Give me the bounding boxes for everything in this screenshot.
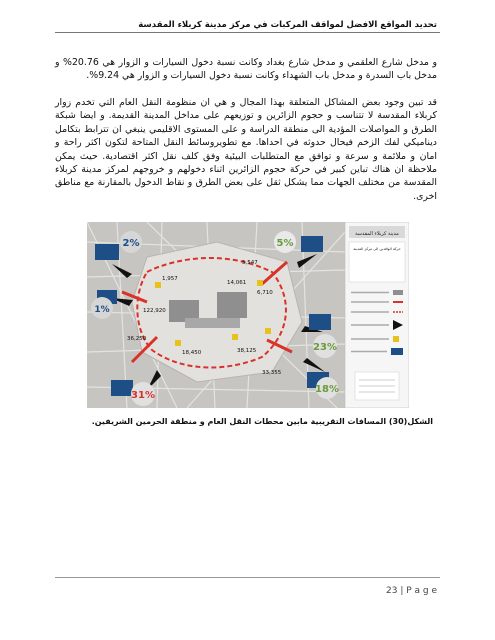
figure-caption: الشكل(30) المسافات التقريبية مابين محطات النقل العام و منطقة الحرمين الشريفين.	[91, 417, 433, 426]
footer-divider	[55, 577, 440, 578]
distance-label: 6,710	[257, 290, 273, 296]
distance-label: 122,920	[143, 308, 166, 314]
percent-label: 2%	[122, 238, 140, 249]
distance-label: 5,547	[242, 260, 258, 266]
legend-title: مدينة كربلاء المقدسة	[355, 231, 399, 237]
map-figure	[87, 222, 409, 408]
percent-label: 1%	[94, 305, 110, 315]
percent-label: 5%	[276, 238, 294, 249]
distance-label: 18,450	[182, 350, 202, 356]
map-image	[87, 222, 409, 408]
distance-label: 38,125	[237, 348, 257, 354]
percent-label: 31%	[131, 390, 155, 401]
body-paragraph-1: و مدخل شارع العلقمي و مدخل شارع بغداد وكانت نسبة دخول السيارات و الزوار هي 20.76% و مدخل باب السدرة و مدخل باب الشهداء وكانت نسبة دخول السيارات و الزوار هي 9.24%.	[55, 57, 437, 82]
header-divider	[55, 32, 440, 33]
body-paragraph-2: قد تبين وجود بعض المشاكل المتعلقة بهذا المجال و هي ان منظومة النقل العام التي تخدم زوار كربلاء المقدسة لا تتناسب و حجوم الزائرين و توزيعهم على مداخل المدينة القديمة. و ايضا شبكة الطرق و المواصلات المؤدية الى منطقة الدراسة و على المستوى الاقليمي ينبغي ان تترابط بتكامل ديناميكي لفك الزخم فيحال حدوثه في احداها. مع تطويروسائط النقل المتاحة لتكون اكثر راحة و امان و ملائمة و سرعة و توافق مع المتطلبات البيئية وفق كلف نقل اكثر اقتصادية. حيث يمكن ملاحظة ان هناك تباين كبير في حركة حجوم الزائرين اثناء دخولهم و خروجهم لمركز مدينة كربلاء المقدسة من مختلف الجهات مما يشكل ثقل على بعض الطرق و نقاط الدخول بالمقارنة مع مناطق اخرى.	[55, 97, 437, 202]
legend-subtitle: حركة الوافدين الى مركز المدينة	[353, 247, 401, 251]
header-title: تحديد المواقع الافضل لمواقف المركبات في مركز مدينة كربلاء المقدسة	[138, 20, 437, 30]
percent-label: 18%	[315, 384, 339, 395]
distance-label: 36,250	[127, 336, 147, 342]
distance-label: 33,355	[262, 370, 282, 376]
percent-label: 23%	[313, 342, 337, 353]
page-number: 23 | P a g e	[386, 586, 437, 596]
distance-label: 1,957	[162, 276, 178, 282]
distance-label: 14,061	[227, 280, 247, 286]
